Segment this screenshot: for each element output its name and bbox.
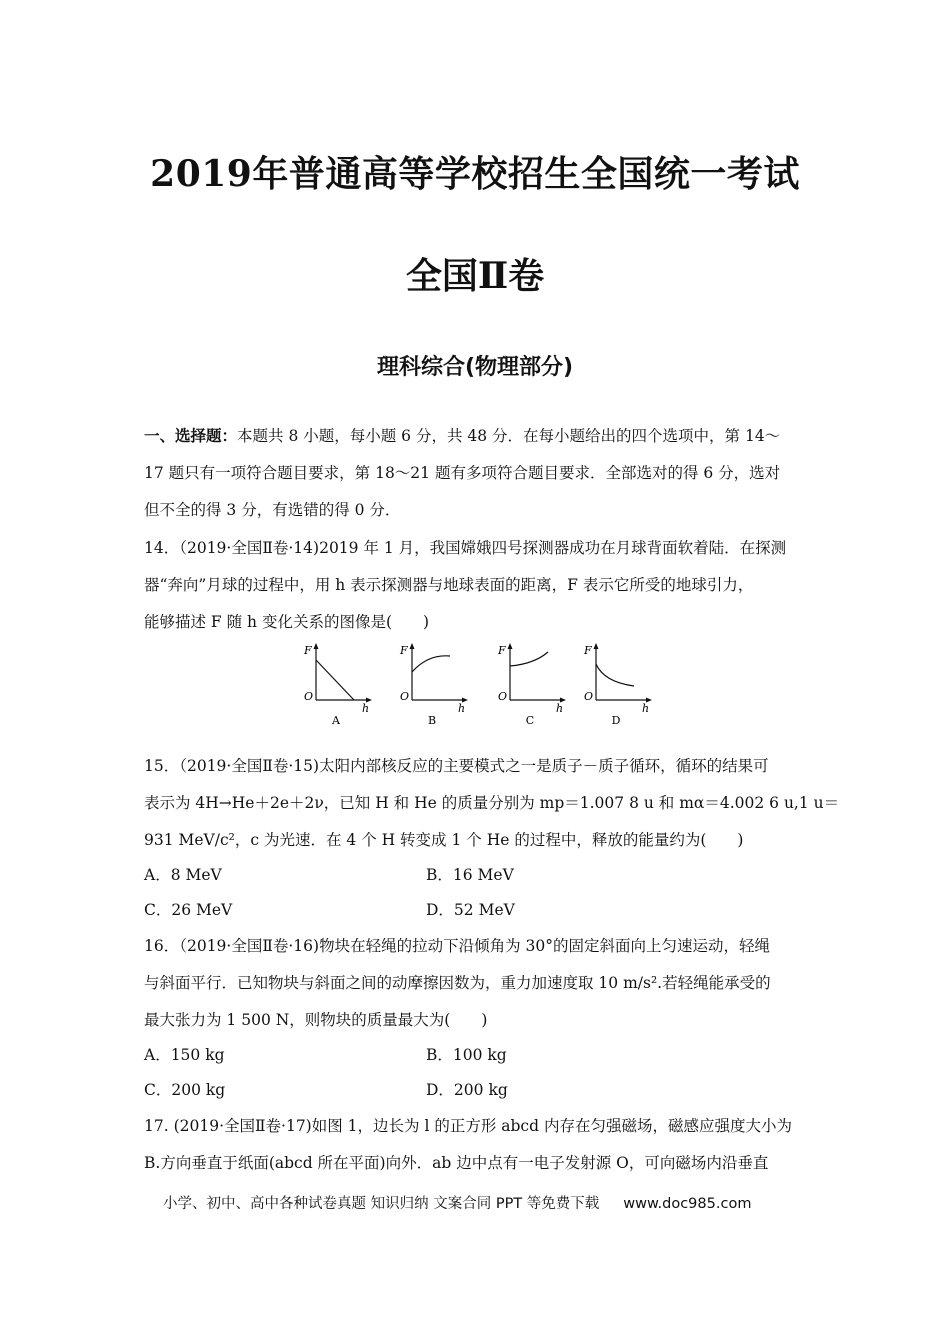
graph-b-origin: O: [400, 690, 410, 703]
q15-option-c: C．26 MeV: [144, 901, 233, 919]
q15-line-1: 15．（2019·全国Ⅱ卷·15)太阳内部核反应的主要模式之一是质子－质子循环，循环的结果可: [144, 757, 769, 775]
graph-d-curve: [596, 664, 634, 686]
paper-subtitle: 全国Ⅱ卷: [405, 255, 545, 297]
q16-option-b: B．100 kg: [426, 1046, 507, 1064]
graph-d-label: D: [611, 714, 621, 727]
q16-line-3: 最大张力为 1 500 N，则物块的质量最大为( ): [144, 1011, 488, 1029]
q15-option-b: B．16 MeV: [426, 866, 514, 884]
q16-option-c: C．200 kg: [144, 1081, 226, 1099]
instructions-prefix: 一、选择题：: [144, 426, 238, 445]
graph-b-curve: [412, 656, 450, 672]
graph-d-y-label: F: [584, 644, 592, 657]
section-title: 理科综合(物理部分): [376, 355, 574, 380]
q15-line-2: 表示为 4H→He＋2e＋2ν，已知 H 和 He 的质量分别为 mp＝1.007 8 u 和 mα＝4.002 6 u,1 u＝: [144, 794, 840, 812]
graph-b-x-label: h: [458, 702, 466, 715]
graph-b-label: B: [427, 714, 437, 727]
graph-b-y-label: F: [400, 644, 408, 657]
q14-line-1: 14．（2019·全国Ⅱ卷·14)2019 年 1 月，我国嫦娥四号探测器成功在月球背面软着陆．在探测: [144, 539, 787, 557]
instructions-line-2: 17 题只有一项符合题目要求，第 18～21 题有多项符合题目要求．全部选对的得 6 分，选对: [144, 464, 781, 482]
graph-c-label: C: [525, 714, 535, 727]
graph-c-y-label: F: [498, 644, 506, 657]
q14-line-3: 能够描述 F 随 h 变化关系的图像是( ): [144, 613, 430, 631]
graph-c-curve: [510, 652, 548, 666]
page-title: 2019年普通高等学校招生全国统一考试: [150, 153, 800, 195]
graph-d-x-label: h: [642, 702, 650, 715]
footer-text: 小学、初中、高中各种试卷真题 知识归纳 文案合同 PPT 等免费下载: [163, 1196, 600, 1212]
graph-a-origin: O: [304, 690, 314, 703]
graph-d: [576, 640, 656, 728]
q16-line-2: 与斜面平行．已知物块与斜面之间的动摩擦因数为，重力加速度取 10 m/s².若轻绳能承受的: [144, 974, 771, 992]
graph-c: [490, 640, 570, 728]
graph-a-label: A: [332, 714, 340, 727]
page-footer: [163, 1192, 751, 1213]
graph-c-origin: O: [498, 690, 508, 703]
q16-line-1: 16．（2019·全国Ⅱ卷·16)物块在轻绳的拉动下沿倾角为 30°的固定斜面向上匀速运动，轻绳: [144, 937, 770, 955]
q16-option-a: A．150 kg: [144, 1046, 225, 1064]
graph-a-curve: [316, 660, 354, 700]
q15-option-d: D．52 MeV: [426, 901, 515, 919]
graph-d-origin: O: [584, 690, 594, 703]
q16-option-d: D．200 kg: [426, 1081, 508, 1099]
graph-a-y-label: F: [304, 644, 312, 657]
q14-line-2: 器“奔向”月球的过程中，用 h 表示探测器与地球表面的距离，F 表示它所受的地球引力，: [144, 576, 754, 594]
q14-graph-options: [296, 640, 656, 730]
instructions-line-1: [144, 426, 814, 446]
graph-a-x-label: h: [362, 702, 370, 715]
graph-a: [296, 640, 376, 728]
q15-option-a: A．8 MeV: [144, 866, 222, 884]
q15-line-3: 931 MeV/c²，c 为光速．在 4 个 H 转变成 1 个 He 的过程中，释放的能量约为( ): [144, 831, 744, 849]
q17-line-1: 17. (2019·全国Ⅱ卷·17)如图 1，边长为 l 的正方形 abcd 内存在匀强磁场，磁感应强度大小为: [144, 1117, 792, 1135]
graph-b: [392, 640, 472, 728]
q17-line-2: B.方向垂直于纸面(abcd 所在平面)向外．ab 边中点有一电子发射源 O，可向磁场内沿垂直: [144, 1154, 769, 1172]
footer-url[interactable]: www.doc985.com: [623, 1196, 752, 1212]
instructions-line-3: 但不全的得 3 分，有选错的得 0 分．: [144, 501, 401, 519]
instructions-text-1: 本题共 8 小题，每小题 6 分，共 48 分．在每小题给出的四个选项中，第 14～: [237, 427, 781, 445]
graph-c-x-label: h: [556, 702, 564, 715]
